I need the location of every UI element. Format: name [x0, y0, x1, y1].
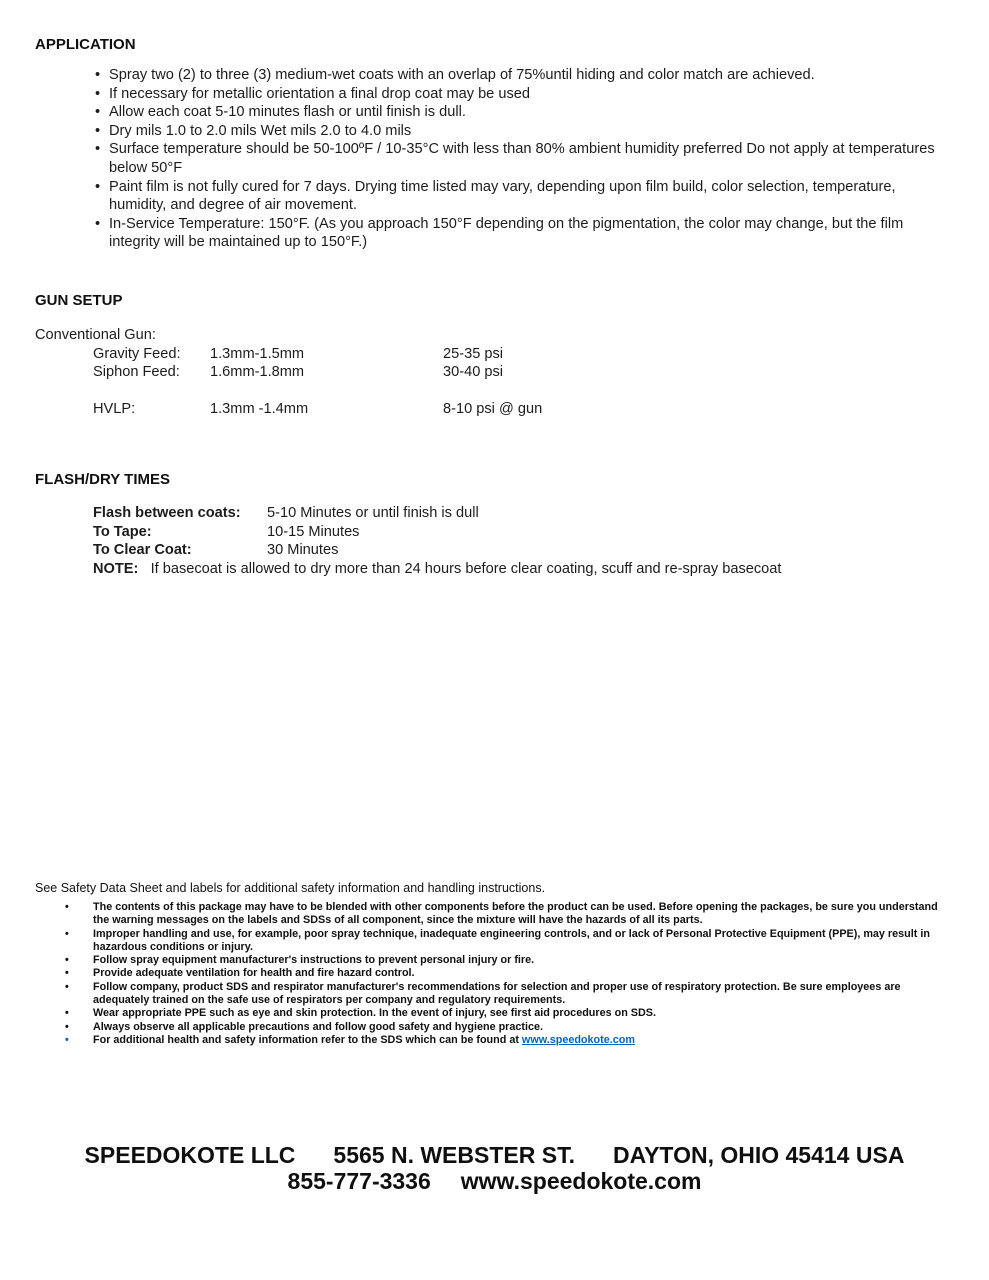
gun-feed-label: Siphon Feed:: [93, 364, 180, 381]
bullet-text: Follow company, product SDS and respirator manufacturer's recommendations for selection and proper use of respiratory protection. Be sure employees are adequately trained on the safe use of respirators per company and regulatory requirements.: [93, 980, 901, 1007]
gun-row-hvlp: [93, 400, 945, 419]
flash-note-row: [93, 560, 945, 579]
flash-dry-section: [35, 471, 945, 578]
bullet-text: Always observe all applicable precautions and follow good safety and hygiene practice.: [93, 1020, 543, 1033]
gun-tip-size: 1.3mm-1.5mm: [210, 345, 305, 362]
gun-tip-size: 1.3mm -1.4mm: [210, 401, 309, 418]
bullet-icon: •: [95, 178, 101, 195]
bullet-text: Spray two (2) to three (3) medium-wet coats with an overlap of 75%until hiding and color match are achieved.: [109, 67, 815, 83]
bullet-text: The contents of this package may have to be blended with other components before the product can be used. Before opening the packages, be sure you understand the warning messages on the labels and SDSs of all component, since the mixture will have the hazards of all its parts.: [93, 901, 938, 927]
bullet-icon: •: [65, 1033, 69, 1046]
list-item: [95, 103, 941, 122]
list-item: [65, 1034, 945, 1047]
safety-section: [35, 881, 945, 1047]
flash-dry-rows: [93, 504, 945, 578]
list-item: [65, 901, 945, 928]
flash-row-value: 5-10 Minutes or until finish is dull: [267, 504, 479, 521]
note-text: If basecoat is allowed to dry more than 24 hours before clear coating, scuff and re-spray basecoat: [150, 560, 782, 577]
list-item: [95, 85, 941, 104]
gun-feed-label: Gravity Feed:: [93, 345, 181, 362]
flash-row-to-tape: [93, 523, 945, 542]
list-item: [65, 928, 945, 955]
bullet-icon: •: [95, 141, 101, 158]
gun-setup-intro: Conventional Gun:: [35, 326, 156, 343]
flash-dry-heading: FLASH/DRY TIMES: [35, 470, 171, 488]
list-item: [65, 1021, 945, 1034]
flash-row-to-clear-coat: [93, 541, 945, 560]
bullet-icon: •: [95, 67, 101, 83]
flash-row-label: Flash between coats:: [93, 504, 241, 521]
bullet-icon: •: [95, 122, 101, 139]
list-item: [95, 215, 941, 252]
bullet-icon: •: [65, 901, 69, 913]
bullet-icon: •: [65, 967, 69, 980]
footer-website: www.speedokote.com: [460, 1168, 702, 1194]
gun-tip-size: 1.6mm-1.8mm: [210, 364, 305, 381]
bullet-text: Provide adequate ventilation for health and fire hazard control.: [93, 967, 415, 980]
gun-row-siphon: [93, 363, 945, 382]
flash-row-value: 30 Minutes: [267, 542, 339, 559]
bullet-text: Paint film is not fully cured for 7 days. Drying time listed may vary, depending upon film build, color selection, temperature, humidity, and degree of air movement.: [109, 178, 896, 214]
bullet-icon: •: [95, 104, 101, 121]
footer-line-2: [0, 1168, 989, 1194]
gun-pressure: 25-35 psi: [443, 345, 504, 362]
bullet-icon: •: [65, 1020, 69, 1033]
spacer: [35, 382, 945, 401]
note-label: NOTE:: [93, 560, 139, 577]
footer-city-state: DAYTON, OHIO 45414 USA: [612, 1142, 905, 1168]
bullet-text: If necessary for metallic orientation a final drop coat may be used: [109, 85, 531, 102]
note-value: [142, 561, 781, 577]
gun-pressure: 8-10 psi @ gun: [443, 401, 543, 418]
flash-row-label: To Tape:: [93, 523, 152, 540]
flash-row-between-coats: [93, 504, 945, 523]
safety-link-prefix: For additional health and safety information refer to the SDS which can be found at: [93, 1033, 522, 1046]
safety-bullet-list: [65, 901, 945, 1047]
footer-company-name: SPEEDOKOTE LLC: [84, 1142, 296, 1168]
gun-row-gravity: [93, 345, 945, 364]
footer: [0, 1142, 989, 1194]
footer-phone: 855-777-3336: [287, 1168, 431, 1194]
bullet-text: Allow each coat 5-10 minutes flash or until finish is dull.: [109, 104, 466, 121]
application-bullet-list: [95, 66, 941, 252]
list-item: [65, 981, 945, 1008]
application-section: [35, 36, 945, 252]
list-item: [65, 1007, 945, 1020]
bullet-icon: •: [65, 1007, 69, 1020]
list-item: [65, 967, 945, 980]
footer-street-address: 5565 N. WEBSTER ST.: [333, 1142, 575, 1168]
bullet-icon: •: [65, 954, 69, 967]
bullet-text: Dry mils 1.0 to 2.0 mils Wet mils 2.0 to 4.0 mils: [109, 122, 412, 139]
bullet-text: Follow spray equipment manufacturer's instructions to prevent personal injury or fire.: [93, 954, 535, 967]
bullet-icon: •: [65, 927, 69, 940]
list-item: [95, 178, 941, 215]
application-heading: APPLICATION: [35, 36, 136, 53]
list-item: [95, 140, 941, 177]
bullet-text: [93, 1034, 635, 1047]
speedokote-sds-link[interactable]: www.speedokote.com: [521, 1033, 635, 1046]
list-item: [95, 122, 941, 141]
bullet-icon: •: [95, 85, 101, 102]
bullet-icon: •: [65, 980, 69, 993]
bullet-text: Wear appropriate PPE such as eye and skin protection. In the event of injury, see first aid procedures on SDS.: [93, 1007, 656, 1020]
bullet-text: Surface temperature should be 50-100ºF / 10-35°C with less than 80% ambient humidity preferred Do not apply at temperatures below 50°F: [109, 141, 935, 176]
bullet-text: In-Service Temperature: 150°F. (As you approach 150°F depending on the pigmentation, the color may change, but the film integrity will be maintained up to 150°F.): [109, 215, 904, 251]
gun-pressure: 30-40 psi: [443, 364, 504, 381]
bullet-icon: •: [95, 215, 101, 232]
flash-row-label: To Clear Coat:: [93, 542, 192, 559]
footer-line-1: [0, 1142, 989, 1168]
list-item: [65, 954, 945, 967]
flash-row-value: 10-15 Minutes: [267, 523, 360, 540]
gun-setup-heading: GUN SETUP: [35, 291, 123, 309]
bullet-text: Improper handling and use, for example, poor spray technique, inadequate engineering controls, and or lack of Personal Protective Equipment (PPE), may result in hazardous conditions or injury.: [93, 927, 930, 953]
safety-intro: See Safety Data Sheet and labels for additional safety information and handling instructions.: [35, 881, 546, 895]
gun-setup-section: [35, 292, 945, 419]
gun-feed-label: HVLP:: [93, 401, 136, 418]
list-item: [95, 66, 941, 85]
